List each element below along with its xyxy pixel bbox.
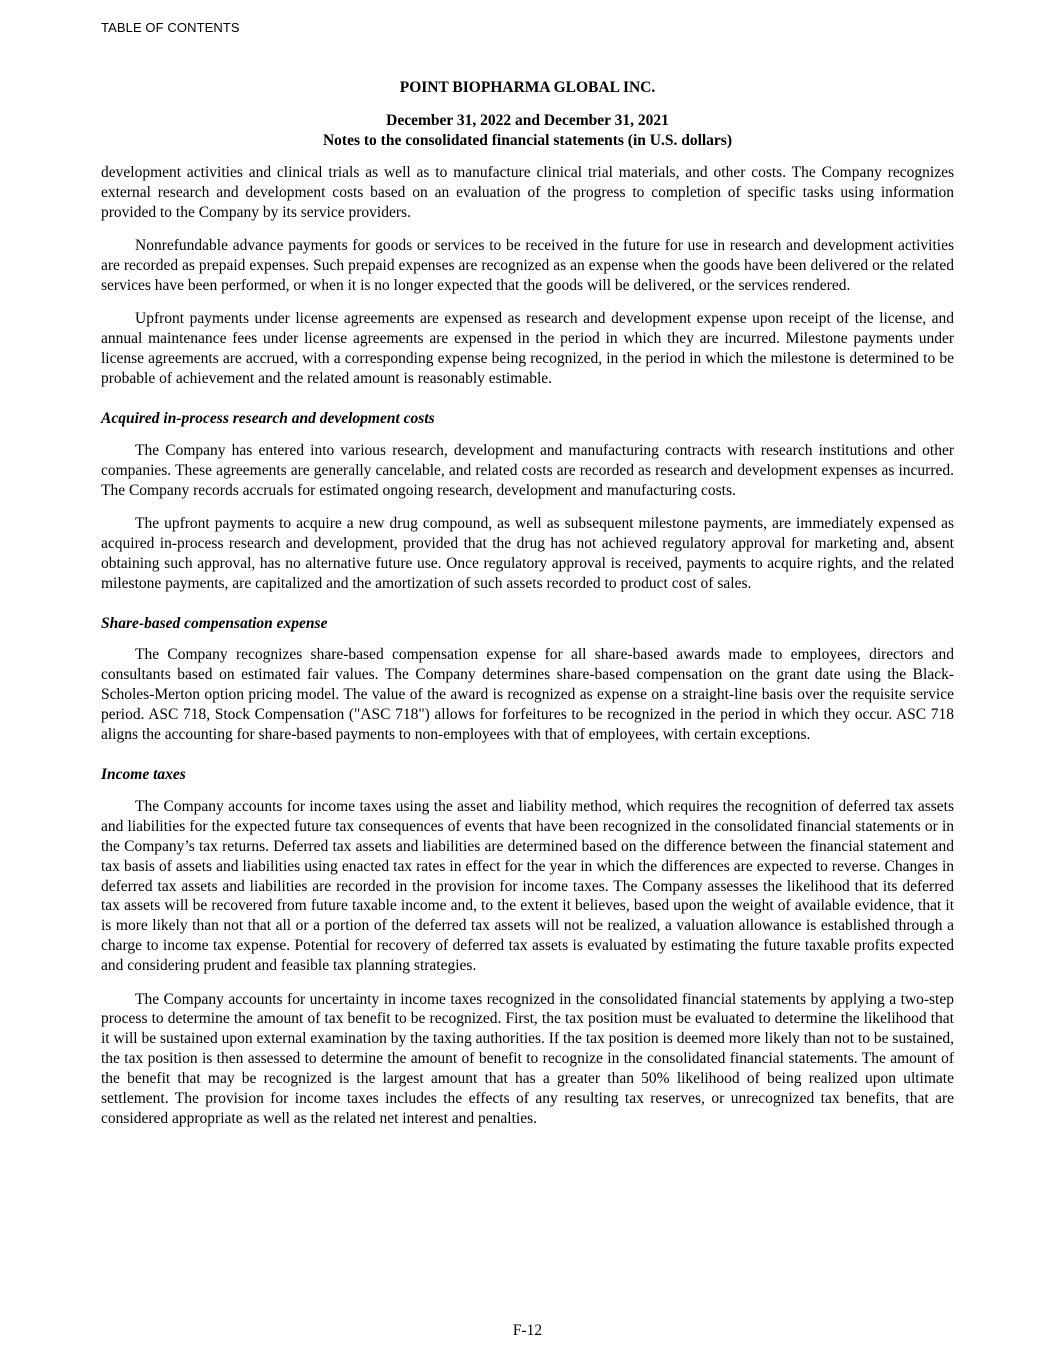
section-heading-acquired-iprd: Acquired in-process research and development costs	[101, 409, 435, 427]
reporting-period: December 31, 2022 and December 31, 2021	[386, 111, 669, 129]
paragraph: Upfront payments under license agreements are expensed as research and development expense upon receipt of the license, and annual maintenance fees under license agreements are expensed in the period in which they are incurred. Milestone payments under license agreements are accrued, with a corresponding expense being recognized, in the period in which the milestone is determined to be probable of achievement and the related amount is reasonably estimable.	[101, 310, 954, 387]
section-heading-income-taxes: Income taxes	[101, 765, 186, 783]
paragraph: The Company accounts for income taxes using the asset and liability method, which requires the recognition of deferred tax assets and liabilities for the expected future tax consequences of events that have been recognized in the consolidated financial statements or in the Company’s tax returns. Deferred tax assets and liabilities are determined based on the difference between the financial statement and tax basis of assets and liabilities using enacted tax rates in effect for the year in which the differences are expected to reverse. Changes in deferred tax assets and liabilities are recorded in the provision for income taxes. The Company assesses the likelihood that its deferred tax assets will be recovered from future taxable income and, to the extent it believes, based upon the weight of available evidence, that it is more likely than not that all or a portion of the deferred tax assets will not be realized, a valuation allowance is established through a charge to income tax expense. Potential for recovery of deferred tax assets is evaluated by estimating the future taxable profits expected and considering prudent and feasible tax planning strategies.	[101, 797, 954, 975]
paragraph: The Company accounts for uncertainty in income taxes recognized in the consolidated financial statements by applying a two-step process to determine the amount of tax benefit to be recognized. First, the tax position must be evaluated to determine the likelihood that it will be sustained upon external examination by the taxing authorities. If the tax position is deemed more likely than not to be sustained, the tax position is then assessed to determine the amount of benefit to recognize in the consolidated financial statements. The amount of the benefit that may be recognized is the largest amount that has a greater than 50% likelihood of being realized upon ultimate settlement. The provision for income taxes includes the effects of any resulting tax reserves, or unrecognized tax benefits, that are considered appropriate as well as the related net interest and penalties.	[101, 990, 954, 1127]
paragraph: The Company has entered into various research, development and manufacturing contracts with research institutions and other companies. These agreements are generally cancelable, and related costs are recorded as research and development expenses as incurred. The Company records accruals for estimated ongoing research, development and manufacturing costs.	[101, 441, 954, 499]
document-header	[101, 78, 954, 151]
section-heading-share-based-compensation: Share-based compensation expense	[101, 614, 328, 632]
paragraph: The Company recognizes share-based compensation expense for all share-based awards made to employees, directors and consultants based on estimated fair values. The Company determines share-based compensation on the grant date using the Black-Scholes-Merton option pricing model. The value of the award is recognized as expense on a straight-line basis over the requisite service period. ASC 718, Stock Compensation ("ASC 718") allows for forfeitures to be recognized in the period in which they occur. ASC 718 aligns the accounting for share-based payments to non-employees with that of employees, with certain exceptions.	[101, 646, 954, 744]
paragraph: The upfront payments to acquire a new drug compound, as well as subsequent milestone payments, are immediately expensed as acquired in-process research and development, provided that the drug has not achieved regulatory approval for marketing and, absent obtaining such approval, has no alternative future use. Once regulatory approval is received, payments to acquire rights, and the related milestone payments, are capitalized and the amortization of such assets recorded to product cost of sales.	[101, 514, 954, 592]
document-page	[101, 78, 954, 1142]
notes-title: Notes to the consolidated financial statements (in U.S. dollars)	[322, 131, 733, 149]
page-number: F-12	[512, 1322, 543, 1339]
company-name: POINT BIOPHARMA GLOBAL INC.	[399, 79, 656, 96]
table-of-contents-link[interactable]: TABLE OF CONTENTS	[101, 20, 240, 35]
paragraph: Nonrefundable advance payments for goods or services to be received in the future for use in research and development activities are recorded as prepaid expenses. Such prepaid expenses are recognized as an expense when the goods have been delivered or the related services have been performed, or when it is no longer expected that the goods will be delivered, or the services rendered.	[101, 236, 954, 294]
paragraph: development activities and clinical trials as well as to manufacture clinical trial materials, and other costs. The Company recognizes external research and development costs based on an evaluation of the progress to completion of specific tasks using information provided to the Company by its service providers.	[101, 163, 954, 221]
